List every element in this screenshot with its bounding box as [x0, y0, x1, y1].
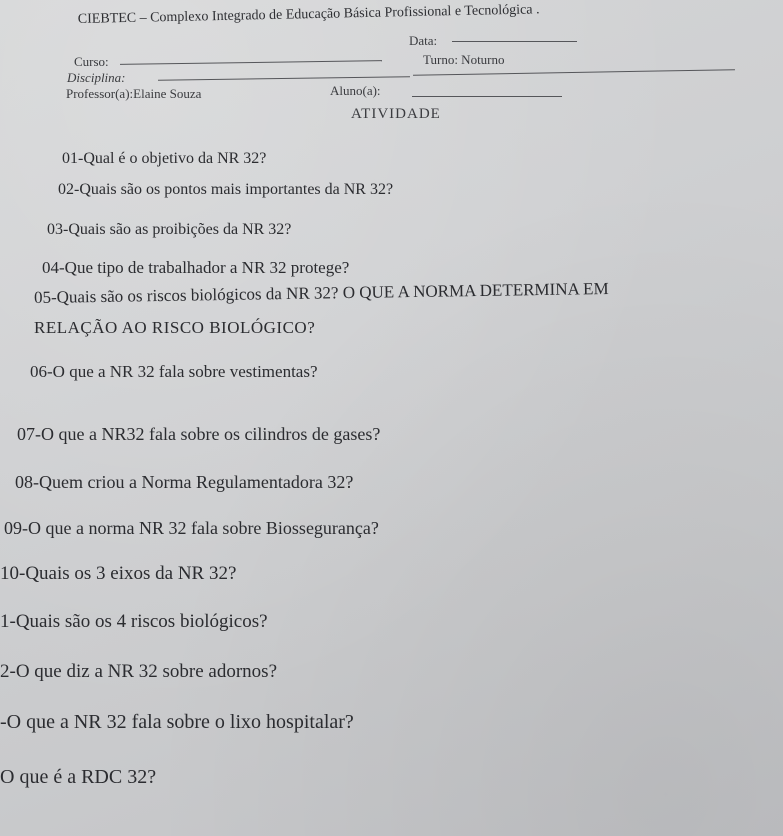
question-06: 06-O que a NR 32 fala sobre vestimentas?: [30, 362, 318, 381]
question-02: 02-Quais são os pontos mais importantes da NR 32?: [58, 181, 394, 198]
subject-label: Disciplina:: [67, 70, 126, 85]
question-04: 04-Que tipo de trabalhador a NR 32 protege?: [42, 258, 350, 277]
teacher-label: Professor(a):Elaine Souza: [66, 86, 202, 101]
student-line: [412, 96, 562, 97]
question-03: 03-Quais são as proibições da NR 32?: [47, 221, 292, 238]
shift-label: Turno: Noturno: [423, 52, 505, 67]
student-label: Aluno(a):: [330, 83, 381, 98]
question-05-continuation: RELAÇÃO AO RISCO BIOLÓGICO?: [34, 318, 316, 337]
question-10: 10-Quais os 3 eixos da NR 32?: [0, 563, 237, 584]
date-line: [452, 41, 577, 42]
question-07: 07-O que a NR32 fala sobre os cilindros de gases?: [17, 424, 381, 444]
institution-header: CIEBTEC – Complexo Integrado de Educação Básica Profissional e Tecnológica .: [77, 2, 540, 28]
question-12: 2-O que diz a NR 32 sobre adornos?: [0, 661, 278, 682]
page-title: ATIVIDADE: [351, 106, 441, 122]
date-label: Data:: [409, 33, 438, 48]
course-line: [120, 60, 382, 65]
question-09: 09-O que a norma NR 32 fala sobre Biossegurança?: [4, 518, 379, 538]
question-01: 01-Qual é o objetivo da NR 32?: [62, 150, 267, 167]
question-13: -O que a NR 32 fala sobre o lixo hospitalar?: [0, 711, 354, 733]
course-label: Curso:: [74, 54, 109, 69]
question-08: 08-Quem criou a Norma Regulamentadora 32?: [15, 472, 354, 492]
question-11: 1-Quais são os 4 riscos biológicos?: [0, 611, 268, 632]
subject-line: [158, 76, 410, 81]
question-14: O que é a RDC 32?: [0, 766, 157, 788]
shift-line: [413, 69, 735, 76]
question-05: 05-Quais são os riscos biológicos da NR 32? O QUE A NORMA DETERMINA EM: [33, 278, 609, 307]
